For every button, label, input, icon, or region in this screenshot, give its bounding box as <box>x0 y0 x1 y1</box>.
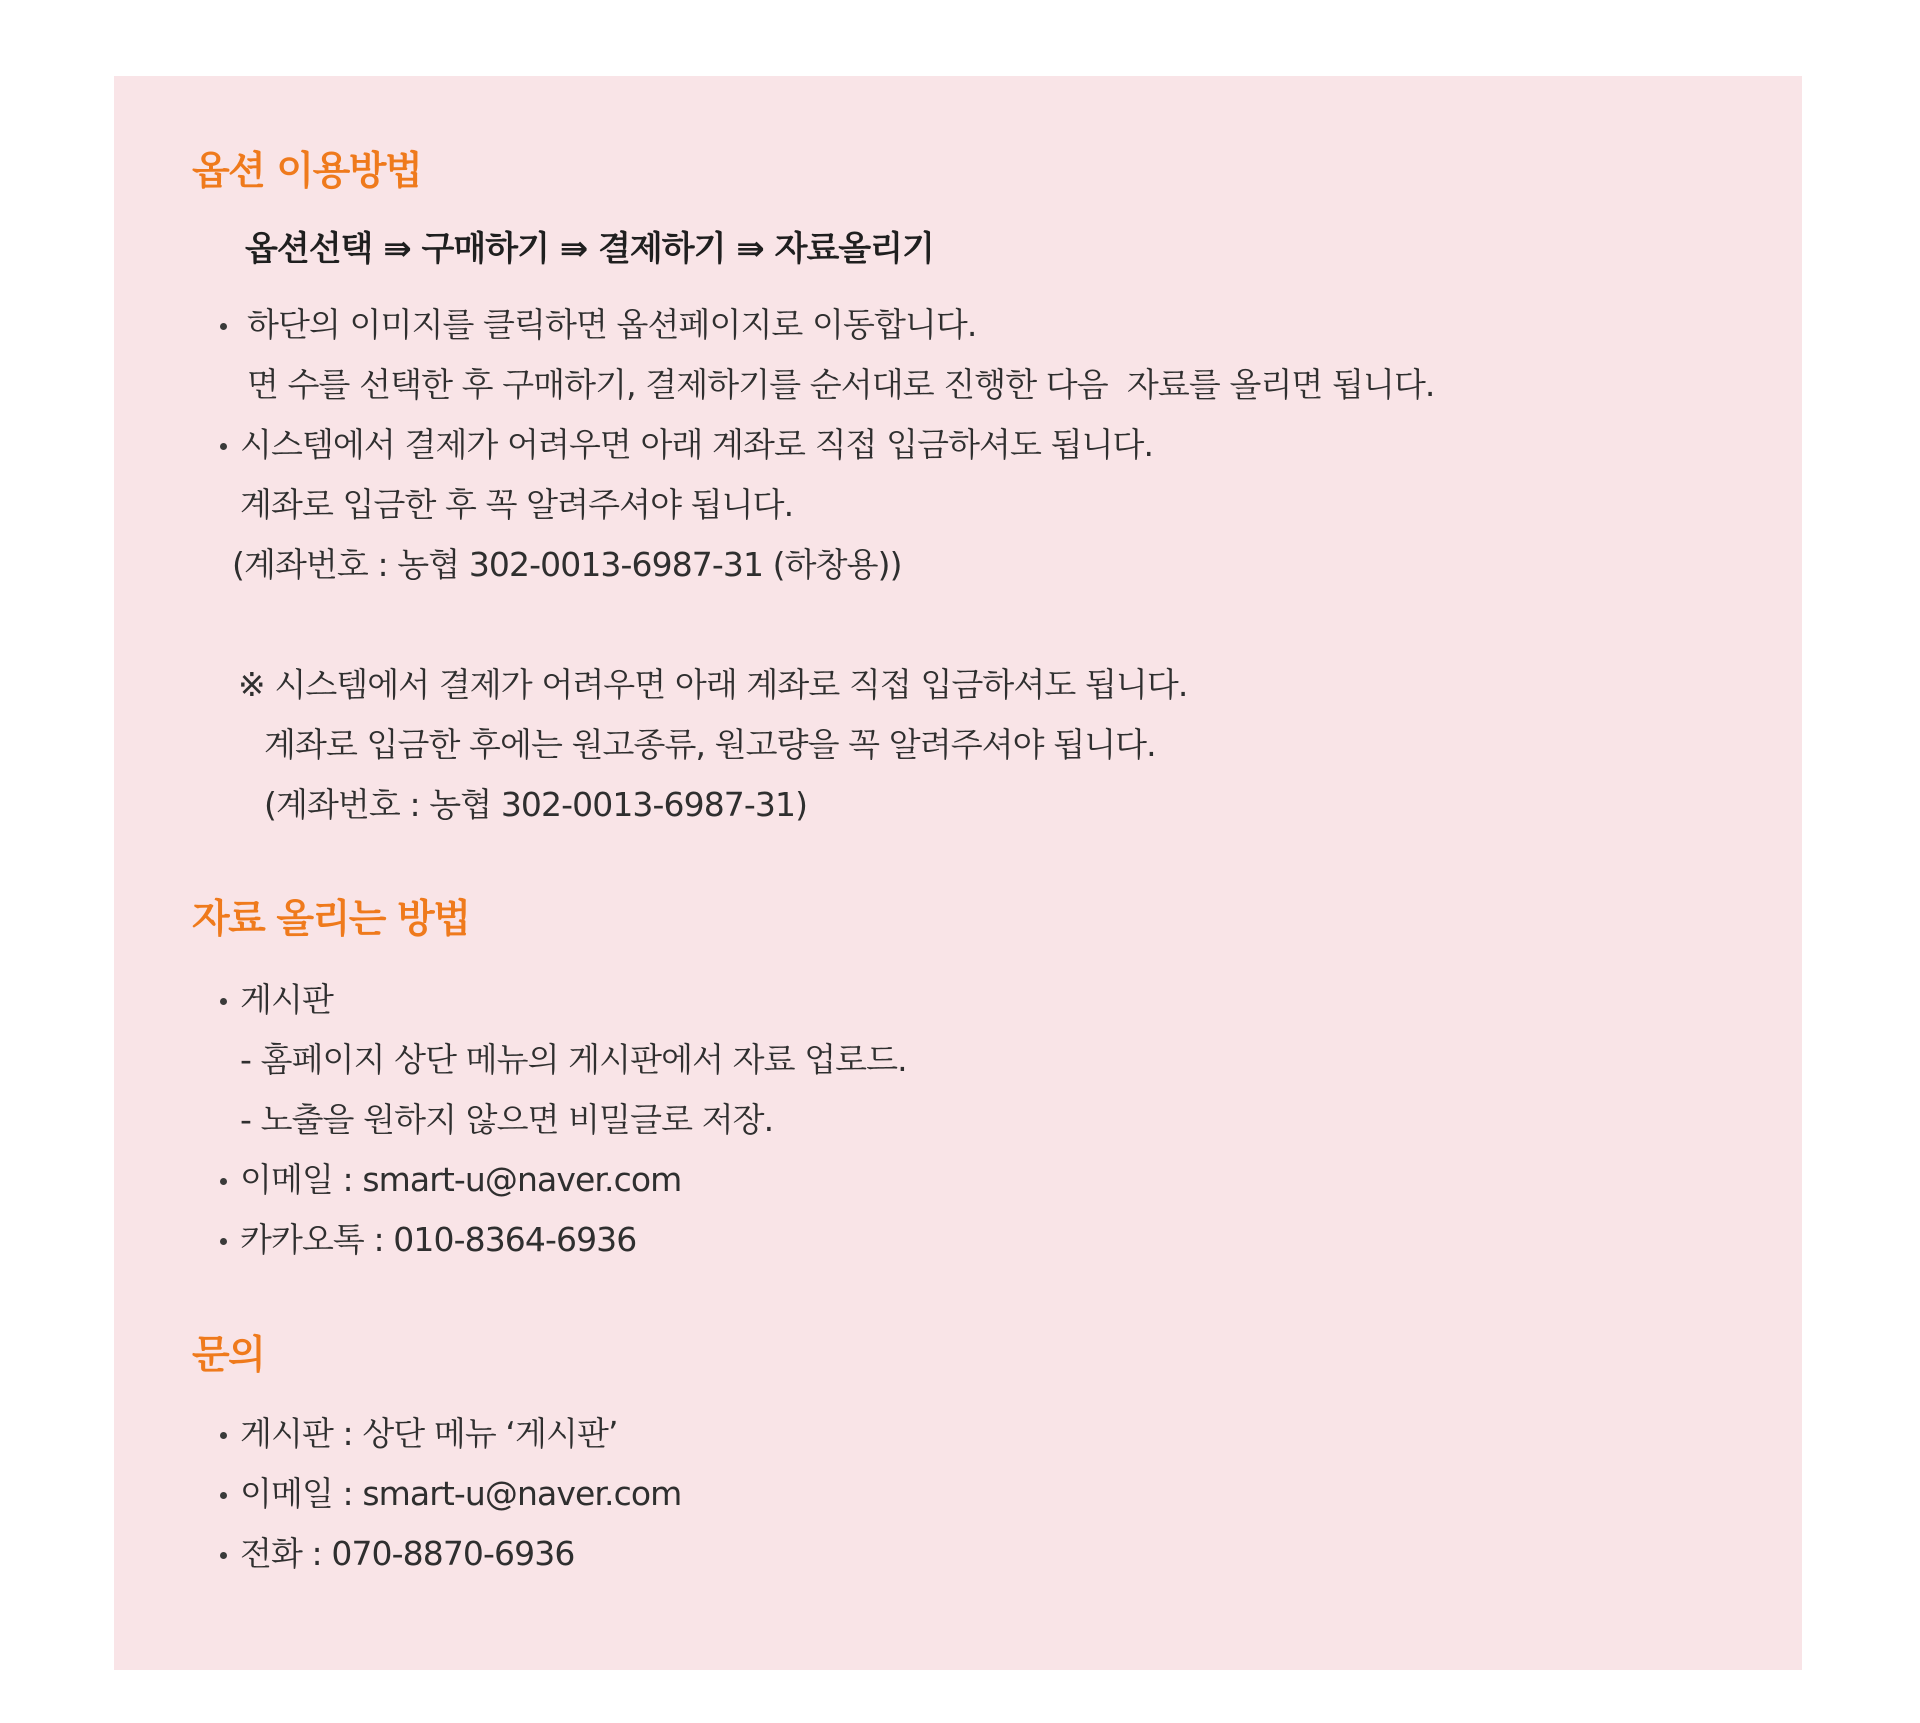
bullet-icon <box>220 1552 227 1559</box>
upload-kakaotalk: 카카오톡 : 010-8364-6936 <box>240 1220 637 1259</box>
upload-line-3: - 노출을 원하지 않으면 비밀글로 저장. <box>240 1100 774 1139</box>
bullet-icon <box>220 323 227 330</box>
upload-email: 이메일 : smart-u@naver.com <box>240 1160 682 1199</box>
option-line-4: 계좌로 입금한 후 꼭 알려주셔야 됩니다. <box>240 485 794 524</box>
inquiry-board: 게시판 : 상단 메뉴 ‘게시판’ <box>240 1414 618 1453</box>
bullet-icon <box>220 1492 227 1499</box>
option-usage-flow: 옵션선택 ⇛ 구매하기 ⇛ 결제하기 ⇛ 자료올리기 <box>245 229 934 269</box>
option-line-1: 하단의 이미지를 클릭하면 옵션페이지로 이동합니다. <box>247 305 977 344</box>
bullet-icon <box>220 443 227 450</box>
upload-line-1: 게시판 <box>240 980 333 1019</box>
option-account-line: (계좌번호 : 농협 302-0013-6987-31 (하창용)) <box>232 545 902 584</box>
bullet-icon <box>220 1238 227 1245</box>
option-line-3: 시스템에서 결제가 어려우면 아래 계좌로 직접 입금하셔도 됩니다. <box>240 425 1154 464</box>
option-line-2: 면 수를 선택한 후 구매하기, 결제하기를 순서대로 진행한 다음 자료를 올리면 됩니다. <box>247 365 1435 404</box>
inquiry-title: 문의 <box>192 1333 265 1378</box>
note-line-2: 계좌로 입금한 후에는 원고종류, 원고량을 꼭 알려주셔야 됩니다. <box>264 725 1156 764</box>
note-line-3: (계좌번호 : 농협 302-0013-6987-31) <box>264 785 808 824</box>
bullet-icon <box>220 1432 227 1439</box>
upload-line-2: - 홈페이지 상단 메뉴의 게시판에서 자료 업로드. <box>240 1040 907 1079</box>
bullet-icon <box>220 998 227 1005</box>
upload-title: 자료 올리는 방법 <box>192 897 470 942</box>
inquiry-email: 이메일 : smart-u@naver.com <box>240 1474 682 1513</box>
inquiry-phone: 전화 : 070-8870-6936 <box>240 1534 575 1573</box>
note-line-1: ※ 시스템에서 결제가 어려우면 아래 계좌로 직접 입금하셔도 됩니다. <box>238 665 1188 704</box>
option-usage-title: 옵션 이용방법 <box>192 149 422 194</box>
bullet-icon <box>220 1178 227 1185</box>
